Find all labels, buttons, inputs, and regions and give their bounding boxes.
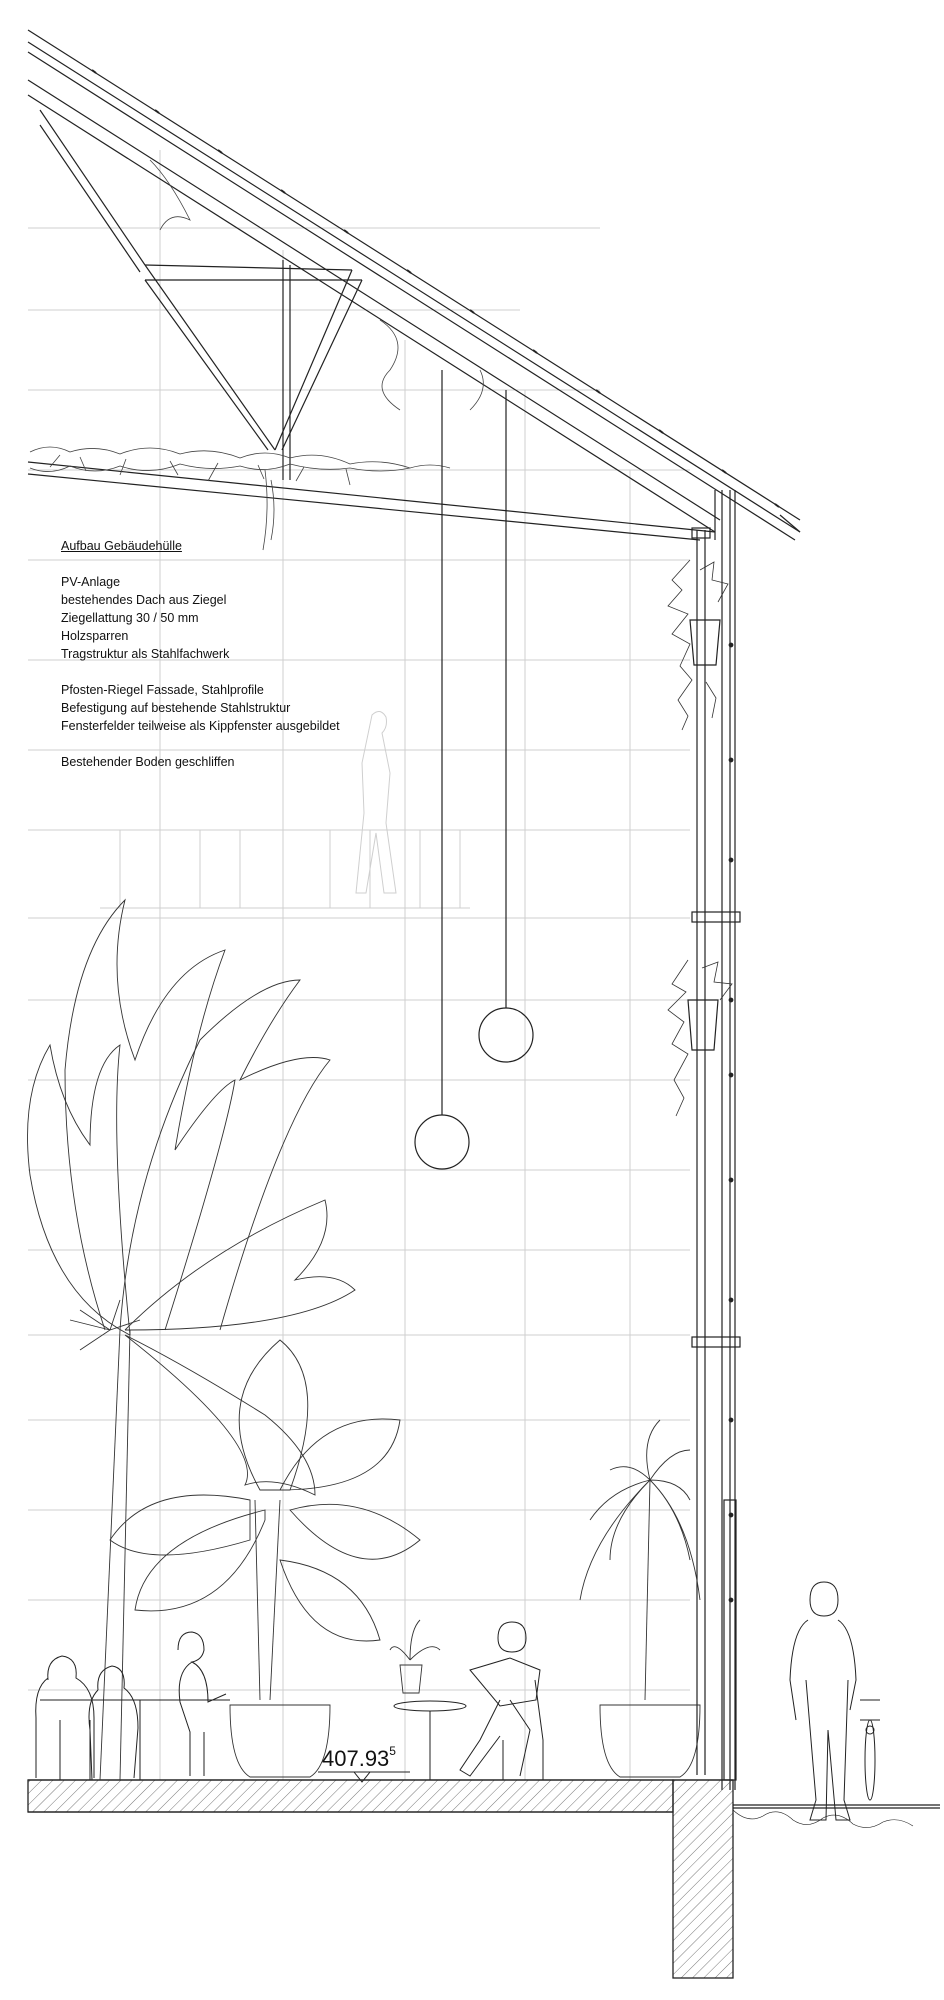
level-superscript: 5 [389,1744,396,1758]
facade-section [688,490,740,1790]
background-facade-grid [28,150,690,1780]
building-envelope-notes [61,537,481,789]
note-line: Befestigung auf bestehende Stahlstruktur [61,701,291,715]
note-line: Holzsparren [61,629,129,643]
roof-structure [28,30,800,540]
note-line: bestehendes Dach aus Ziegel [61,593,227,607]
note-line: PV-Anlage [61,575,121,589]
note-line: Ziegellattung 30 / 50 mm [61,611,199,625]
roof-build-up [61,573,481,663]
level-marker [322,1746,396,1772]
note-line: Pfosten-Riegel Fassade, Stahlprofile [61,683,264,697]
floor-and-foundation [28,1780,940,1978]
facade-build-up [61,681,481,735]
level-value: 407.93 [322,1746,390,1771]
note-line: Bestehender Boden geschliffen [61,755,235,769]
notes-title: Aufbau Gebäudehülle [61,539,182,553]
note-line: Fensterfelder teilweise als Kippfenster ausgebildet [61,719,340,733]
interior-plants [28,900,701,1780]
roof-vegetation [30,160,483,550]
note-line: Tragstruktur als Stahlfachwerk [61,647,230,661]
floor-build-up [61,753,481,771]
